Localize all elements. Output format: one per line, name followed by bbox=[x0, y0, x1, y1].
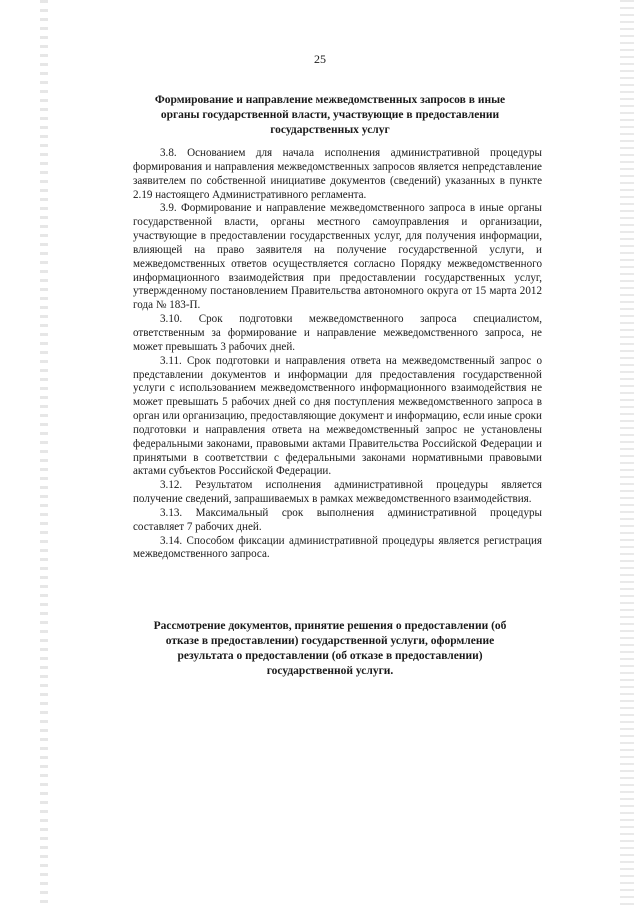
body-text bbox=[133, 147, 542, 562]
page-number: 25 bbox=[314, 52, 326, 66]
paragraph-3-8: 3.8. Основанием для начала исполнения административной процедуры формирования и направления межведомственных запросов является непредставление заявителем по собственной инициативе документов (сведений) указанных в пункте 2.19 настоящего Административного регламента. bbox=[133, 147, 542, 201]
paragraph-3-13: 3.13. Максимальный срок выполнения административной процедуры составляет 7 рабочих дней. bbox=[133, 506, 542, 533]
paragraph-3-10: 3.10. Срок подготовки межведомственного запроса специалистом, ответственным за формирование и направление межведомственного запроса, не может превышать 3 рабочих дней. bbox=[133, 313, 542, 353]
scan-edge-right bbox=[620, 0, 634, 905]
paragraph-3-12: 3.12. Результатом исполнения административной процедуры является получение сведений, запрашиваемых в рамках межведомственного взаимодействия. bbox=[133, 479, 542, 506]
paragraph-3-9: 3.9. Формирование и направление межведомственного запроса в иные органы государственной власти, органы местного самоуправления и организации, участвующие в предоставлении государственных услуг, для получения информации, влияющей на право заявителя на получение государственной услуги, и межведомственных ответов осуществляется согласно Порядку межведомственного информационного взаимодействия при предоставлении государственных услуг, утвержденному постановлением Правительства автономного округа от 15 марта 2012 года № 183-П. bbox=[133, 202, 542, 312]
paragraph-3-11: 3.11. Срок подготовки и направления ответа на межведомственный запрос о представлении документов и информации для предоставления государственной услуги с использованием межведомственного информационного взаимодействия не может превышать 5 рабочих дней со дня поступления межведомственного запроса в орган или организацию, предоставляющие документ и информацию, если иные сроки подготовки и направления ответа на межведомственный запрос не установлены федеральными законами, правовыми актами Правительства Российской Федерации и принятыми в соответствии с федеральными законами нормативными правовыми актами субъектов Российской Федерации. bbox=[133, 354, 542, 478]
scan-edge-left bbox=[40, 0, 48, 905]
section-heading-document-review: Рассмотрение документов, принятие решения о предоставлении (об отказе в предоставлении) государственной услуги, оформление результата о предоставлении (об отказе в предоставлении) государственной услуги. bbox=[153, 620, 507, 677]
paragraph-3-14: 3.14. Способом фиксации административной процедуры является регистрация межведомственного запроса. bbox=[133, 534, 542, 561]
section-heading-interagency-requests: Формирование и направление межведомственных запросов в иные органы государственной власти, участвующие в предоставлении государственных услуг bbox=[154, 94, 506, 136]
